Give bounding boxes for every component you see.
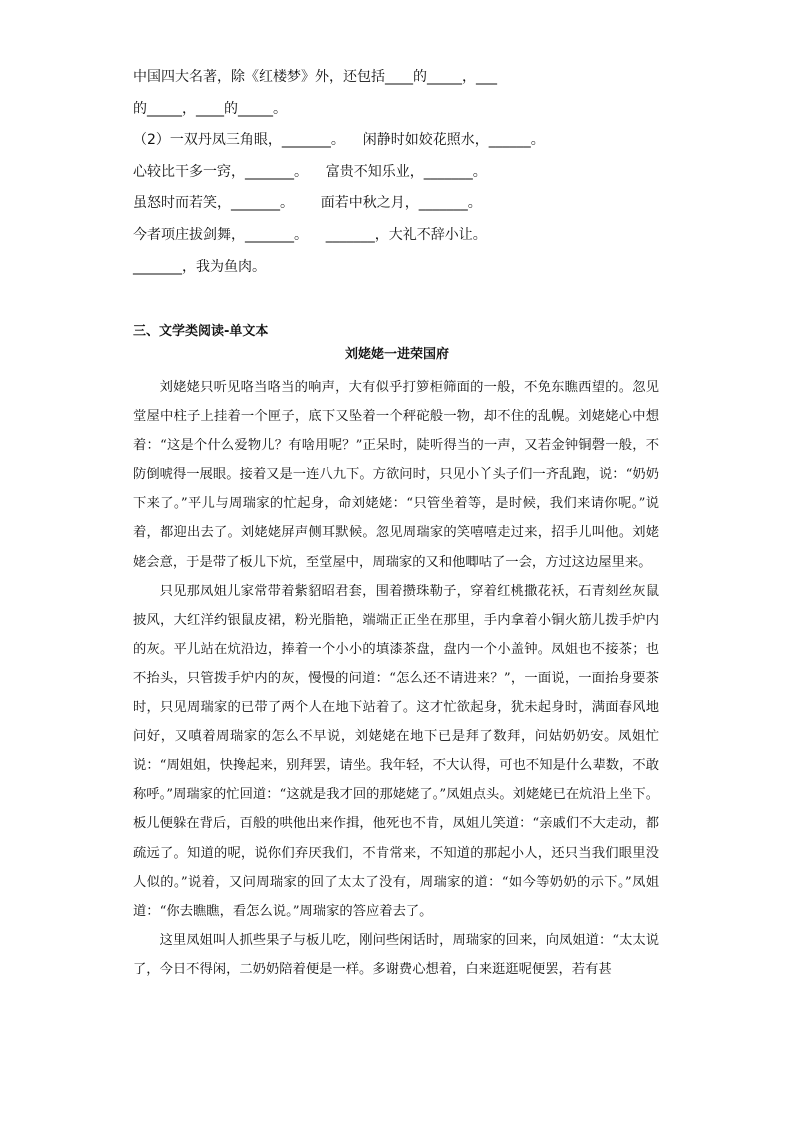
- question-line: 今者项庄拔剑舞，_______。 _______，大礼不辞小让。: [133, 226, 487, 243]
- fill-in-questions: [133, 62, 693, 283]
- question-line: （2）一双丹凤三角眼，_______。 闲静时如姣花照水，______。: [133, 132, 545, 149]
- article-title: 刘姥姥一进荣国府: [344, 347, 449, 362]
- question-line: 心较比干多一窍，_______。 富贵不知乐业，_______。: [133, 163, 487, 180]
- article-paragraph: 只见那凤姐儿家常带着紫貂昭君套，围着攒珠勒子，穿着红桃撒花袄，石青刻丝灰鼠披风，大红洋约银鼠皮裙，粉光脂艳，端端正正坐在那里，手内拿着小铜火筋儿拨手炉内的灰。平儿站在炕沿边，捧着一个小小的填漆茶盘，盘内一个小盖钟。凤姐也不接茶；也不抬头，只管拨手炉内的灰，慢慢的问道：“怎么还不请进来？”，一面说，一面抬身要茶时，只见周瑞家的已带了两个人在地下站着了。这才忙欲起身，犹未起身时，满面春风地问好，又嗔着周瑞家的怎么不早说，刘姥姥在地下已是拜了数拜，问姑奶奶安。凤姐忙说：“周姐姐，快搀起来，别拜罢，请坐。我年轻，不大认得，可也不知是什么辈数，不敢称呼。”周瑞家的忙回道：“这就是我才回的那姥姥了。”凤姐点头。刘姥姥已在炕沿上坐下。板儿便躲在背后，百般的哄他出来作揖，他死也不肯，凤姐儿笑道：“亲戚们不大走动，都疏远了。知道的呢，说你们弃厌我们，不肯常来，不知道的那起小人，还只当我们眼里没人似的。”说着，又问周瑞家的回了太太了没有，周瑞家的道：“如今等奶奶的示下。”凤姐道：“你去瞧瞧，看怎么说。”周瑞家的答应着去了。: [133, 583, 659, 919]
- article-paragraph: 这里凤姐叫人抓些果子与板儿吃，刚问些闲话时，周瑞家的回来，向凤姐道：“太太说了，今日不得闲，二奶奶陪着便是一样。多谢费心想着，白来逛逛呢便罢，若有甚: [133, 932, 659, 977]
- question-line: 虽怒时而若笑，_______。 面若中秋之月，_______。: [133, 195, 482, 212]
- question-line: 中国四大名著，除《红楼梦》外，还包括____的_____，___: [133, 69, 497, 85]
- section-heading: 三、文学类阅读-单文本: [133, 324, 269, 339]
- article-body: [133, 373, 659, 984]
- article-paragraph: 刘姥姥只听见咯当咯当的响声，大有似乎打箩柜筛面的一般，不免东瞧西望的。忽见堂屋中柱子上挂着一个匣子，底下又坠着一个秤砣般一物，却不住的乱幌。刘姥姥心中想着：“这是个什么爱物儿？有啥用呢？”正呆时，陡听得当的一声，又若金钟铜磬一般，不防倒唬得一展眼。接着又是一连八九下。方欲问时，只见小丫头子们一齐乱跑，说：“奶奶下来了。”平儿与周瑞家的忙起身，命刘姥姥：“只管坐着等，是时候，我们来请你呢。”说着，都迎出去了。刘姥姥屏声侧耳默候。忽见周瑞家的笑嘻嘻走过来，招手儿叫他。刘姥姥会意，于是带了板儿下炕，至堂屋中，周瑞家的又和他唧咕了一会，方过这边屋里来。: [133, 380, 659, 570]
- question-line: 的_____，____的_____。: [133, 100, 287, 117]
- question-line: _______，我为鱼肉。: [133, 258, 266, 275]
